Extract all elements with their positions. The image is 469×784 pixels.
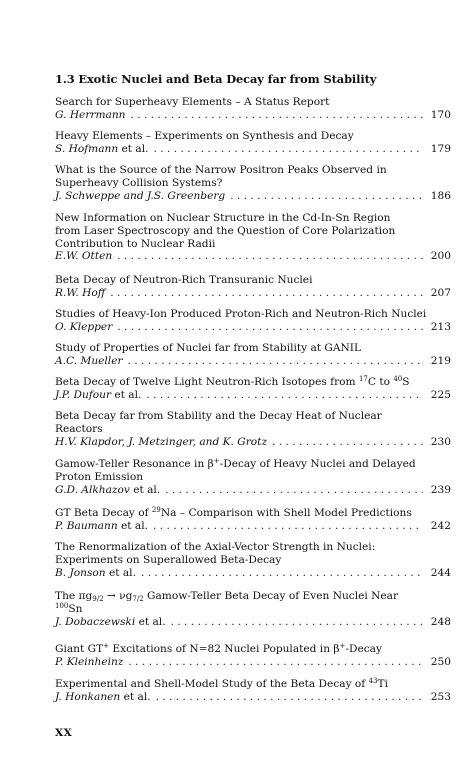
dot-leader: [128, 656, 422, 669]
entry-authors: B. Jonson et al.: [55, 566, 136, 579]
dot-leader: [171, 616, 423, 629]
page-number[interactable]: 239: [430, 483, 451, 496]
page-number[interactable]: 225: [430, 388, 451, 401]
toc-entry-honkanen: [55, 678, 451, 704]
toc-entry-schweppe: [55, 164, 451, 202]
entry-title: What is the Source of the Narrow Positron Peaks Observed in: [55, 164, 387, 176]
toc-entry-alkhazov: [55, 458, 451, 496]
dot-leader: [130, 109, 422, 122]
toc-entry-dobaczewski: [55, 590, 451, 628]
entry-title: Gamow-Teller Resonance in β+-Decay of Heavy Nuclei and Delayed: [55, 457, 416, 470]
entry-title: Beta Decay of Neutron-Rich Transuranic Nuclei: [55, 274, 313, 286]
toc-entry-kleinheinz: [55, 643, 451, 669]
entry-title: Heavy Elements – Experiments on Synthesis and Decay: [55, 130, 354, 142]
dot-leader: [146, 389, 422, 402]
entry-authors: G. Herrmann: [55, 108, 126, 121]
toc-entry-baumann: [55, 507, 451, 533]
entry-title: Contribution to Nuclear Radii: [55, 237, 216, 250]
toc-entry-dufour: [55, 376, 451, 402]
entry-title: Experimental and Shell-Model Study of the Beta Decay of $^{43}$Ti: [55, 677, 388, 690]
dot-leader: [154, 143, 423, 156]
page-number[interactable]: 244: [430, 566, 451, 579]
entry-authors: J.P. Dufour et al.: [55, 388, 142, 401]
entry-title: Superheavy Collision Systems?: [55, 176, 223, 189]
author-row: [55, 190, 451, 203]
entry-authors: J. Schweppe and J.S. Greenberg: [55, 189, 226, 202]
dot-leader: [110, 287, 423, 300]
dot-leader: [156, 691, 423, 704]
dot-leader: [272, 436, 423, 449]
page-number[interactable]: 170: [430, 108, 451, 121]
entry-title: Study of Properties of Nuclei far from Stability at GANIL: [55, 342, 362, 354]
entry-authors: J. Honkanen et al.: [55, 690, 151, 703]
dot-leader: [230, 190, 423, 203]
entry-title: Studies of Heavy-Ion Produced Proton-Rich and Neutron-Rich Nuclei: [55, 308, 427, 320]
author-row: [55, 250, 451, 263]
toc-entry-hoff: [55, 274, 451, 300]
author-row: [55, 484, 451, 497]
entry-authors: J. Dobaczewski et al.: [55, 615, 166, 628]
entry-authors: S. Hofmann et al.: [55, 142, 149, 155]
author-row: [55, 389, 451, 402]
entry-title: GT Beta Decay of $^{29}$Na – Comparison with Shell Model Predictions: [55, 506, 412, 519]
author-row: [55, 436, 451, 449]
page-footer-number: XX: [55, 727, 73, 739]
section-heading: 1.3 Exotic Nuclei and Beta Decay far from Stability: [55, 72, 377, 86]
author-row: [55, 691, 451, 704]
author-row: [55, 143, 451, 156]
dot-leader: [128, 355, 423, 368]
dot-leader: [117, 250, 423, 263]
page-number[interactable]: 250: [430, 655, 451, 668]
page-number[interactable]: 213: [430, 320, 451, 333]
page-number[interactable]: 242: [430, 519, 451, 532]
author-row: [55, 355, 451, 368]
entry-title: Experiments on Superallowed Beta-Decay: [55, 553, 282, 566]
entry-authors: P. Kleinheinz: [55, 655, 124, 668]
page-number[interactable]: 253: [430, 690, 451, 703]
entry-title: Giant GT+ Excitations of N=82 Nuclei Populated in β+-Decay: [55, 642, 382, 655]
author-row: [55, 567, 451, 580]
entry-authors: R.W. Hoff: [55, 286, 106, 299]
entry-title: from Laser Spectroscopy and the Question of Core Polarization: [55, 224, 396, 237]
entry-authors: A.C. Mueller: [55, 354, 123, 367]
toc-entry-jonson: [55, 541, 451, 579]
toc-entry-hofmann: [55, 130, 451, 156]
author-row: [55, 520, 451, 533]
author-row: [55, 656, 451, 669]
entry-title: Search for Superheavy Elements – A Status Report: [55, 96, 330, 108]
entry-title: $^{100}$Sn: [55, 601, 83, 615]
page-number[interactable]: 200: [430, 250, 451, 263]
entry-title: Beta Decay far from Stability and the Decay Heat of Nuclear: [55, 410, 382, 422]
entry-title: Proton Emission: [55, 470, 144, 483]
page-number[interactable]: 207: [430, 286, 451, 299]
page-number[interactable]: 230: [430, 435, 451, 448]
entry-title: Reactors: [55, 422, 103, 435]
dot-leader: [153, 520, 423, 533]
entry-authors: P. Baumann et al.: [55, 519, 148, 532]
toc-entry-otten: [55, 212, 451, 263]
page-number[interactable]: 186: [430, 189, 451, 202]
entry-authors: E.W. Otten: [55, 250, 113, 263]
entry-title: Beta Decay of Twelve Light Neutron-Rich Isotopes from $^{17}$C to $^{40}$S: [55, 375, 410, 388]
dot-leader: [117, 321, 422, 334]
entry-title: The $\pi g_{9/2} \to \nu g_{7/2}$ Gamow-Teller Beta Decay of Even Nuclei Near: [55, 590, 399, 603]
entry-title: New Information on Nuclear Structure in the Cd-In-Sn Region: [55, 212, 391, 224]
entry-title: The Renormalization of the Axial-Vector Strength in Nuclei:: [55, 541, 376, 553]
dot-leader: [165, 484, 423, 497]
entry-authors: H.V. Klapdor, J. Metzinger, and K. Grotz: [55, 435, 268, 448]
entry-authors: G.D. Alkhazov et al.: [55, 483, 161, 496]
toc-entry-klepper: [55, 308, 451, 334]
toc-entry-mueller: [55, 342, 451, 368]
page-number[interactable]: 219: [430, 354, 451, 367]
toc-entry-herrmann: [55, 96, 451, 122]
author-row: [55, 287, 451, 300]
toc-entry-klapdor: [55, 410, 451, 448]
entry-authors: O. Klepper: [55, 320, 113, 333]
author-row: [55, 616, 451, 629]
author-row: [55, 321, 451, 334]
author-row: [55, 109, 451, 122]
page-number[interactable]: 248: [430, 615, 451, 628]
dot-leader: [141, 567, 423, 580]
page-number[interactable]: 179: [430, 142, 451, 155]
